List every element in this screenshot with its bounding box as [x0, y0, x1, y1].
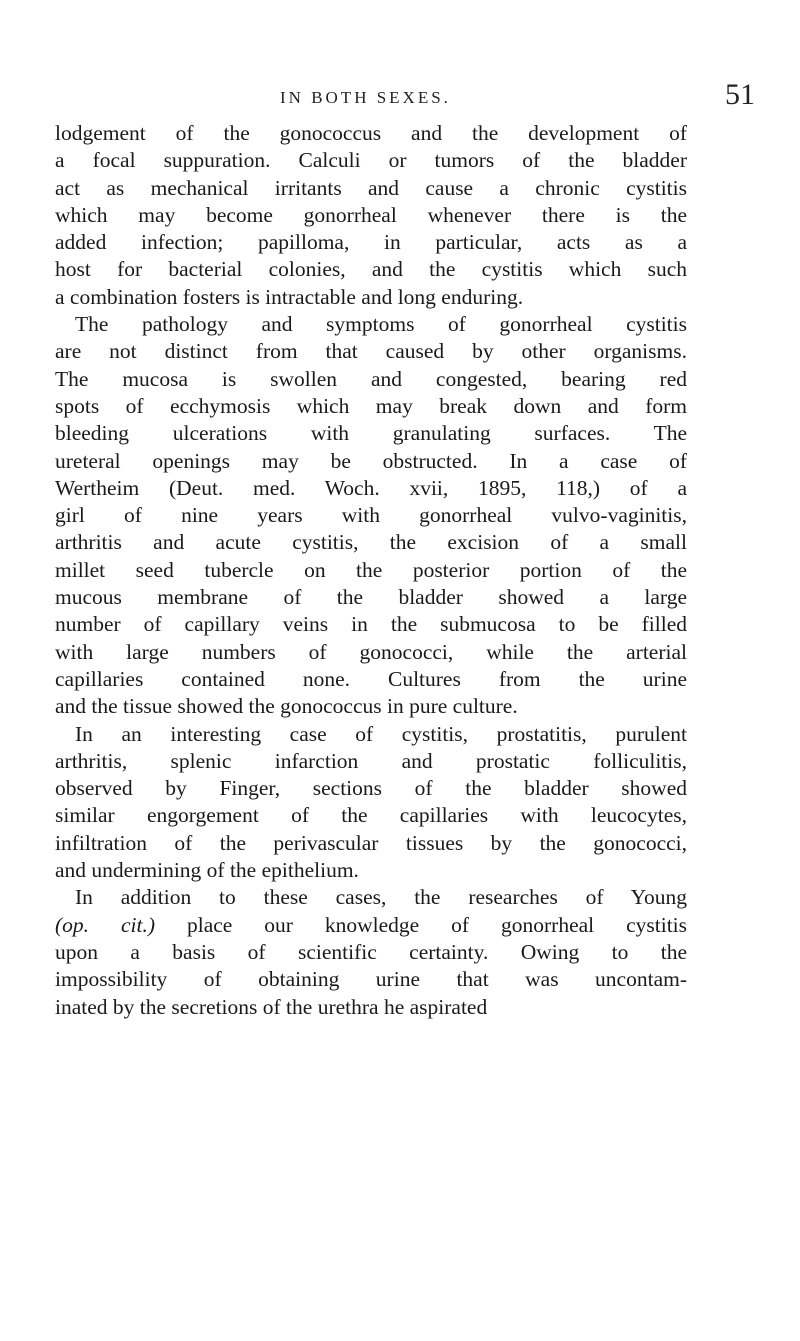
- text-line: are not distinct from that caused by other organisms.: [55, 339, 687, 364]
- text-line: In addition to these cases, the researches of Young: [75, 885, 687, 910]
- text-line: bleeding ulcerations with granulating surfaces. The: [55, 421, 687, 446]
- text-line: upon a basis of scientific certainty. Owing to the: [55, 939, 687, 964]
- text-line: The mucosa is swollen and congested, bearing red: [55, 366, 687, 391]
- text-line: number of capillary veins in the submucosa to be filled: [55, 612, 687, 637]
- page-number: 51: [725, 78, 755, 111]
- text-line: inated by the secretions of the urethra he aspirated: [55, 994, 488, 1019]
- text-line: added infection; papilloma, in particular, acts as a: [55, 230, 687, 255]
- text-line: and the tissue showed the gonococcus in pure culture.: [55, 694, 518, 719]
- text-line: spots of ecchymosis which may break down and form: [55, 393, 687, 418]
- text-line: ureteral openings may be obstructed. In a case of: [55, 448, 687, 473]
- running-head: [55, 78, 755, 118]
- body-text: [55, 120, 687, 1021]
- text-line: host for bacterial colonies, and the cystitis which such: [55, 257, 687, 282]
- italic-citation: (op. cit.): [55, 912, 156, 937]
- running-title: IN BOTH SEXES.: [280, 88, 451, 107]
- text-line: In an interesting case of cystitis, prostatitis, purulent: [75, 721, 687, 746]
- text-line: girl of nine years with gonorrheal vulvo-vaginitis,: [55, 503, 687, 528]
- text-line: similar engorgement of the capillaries with leucocytes,: [55, 803, 687, 828]
- text-line: mucous membrane of the bladder showed a large: [55, 585, 687, 610]
- text-line: act as mechanical irritants and cause a chronic cystitis: [55, 175, 687, 200]
- text-line: arthritis and acute cystitis, the excision of a small: [55, 530, 687, 555]
- text-line: and undermining of the epithelium.: [55, 858, 359, 883]
- text-line: impossibility of obtaining urine that was uncontam-: [55, 967, 687, 992]
- text-line: with large numbers of gonococci, while the arterial: [55, 639, 687, 664]
- text-line: a focal suppuration. Calculi or tumors of the bladder: [55, 148, 687, 173]
- text-line: a combination fosters is intractable and long enduring.: [55, 284, 524, 309]
- text-line: arthritis, splenic infarction and prostatic folliculitis,: [55, 748, 687, 773]
- text-line: The pathology and symptoms of gonorrheal cystitis: [75, 312, 687, 337]
- text-line: Wertheim (Deut. med. Woch. xvii, 1895, 118,) of a: [55, 475, 687, 500]
- text-line: capillaries contained none. Cultures from the urine: [55, 666, 687, 691]
- text-line: lodgement of the gonococcus and the development of: [55, 121, 687, 145]
- text-line-with-citation: [55, 912, 687, 939]
- text-line-rest: place our knowledge of gonorrheal cystitis: [186, 912, 688, 937]
- text-line: millet seed tubercle on the posterior portion of the: [55, 557, 687, 582]
- text-line: infiltration of the perivascular tissues by the gonococci,: [55, 830, 687, 855]
- text-line: which may become gonorrheal whenever there is the: [55, 202, 687, 227]
- text-line: observed by Finger, sections of the bladder showed: [55, 776, 687, 801]
